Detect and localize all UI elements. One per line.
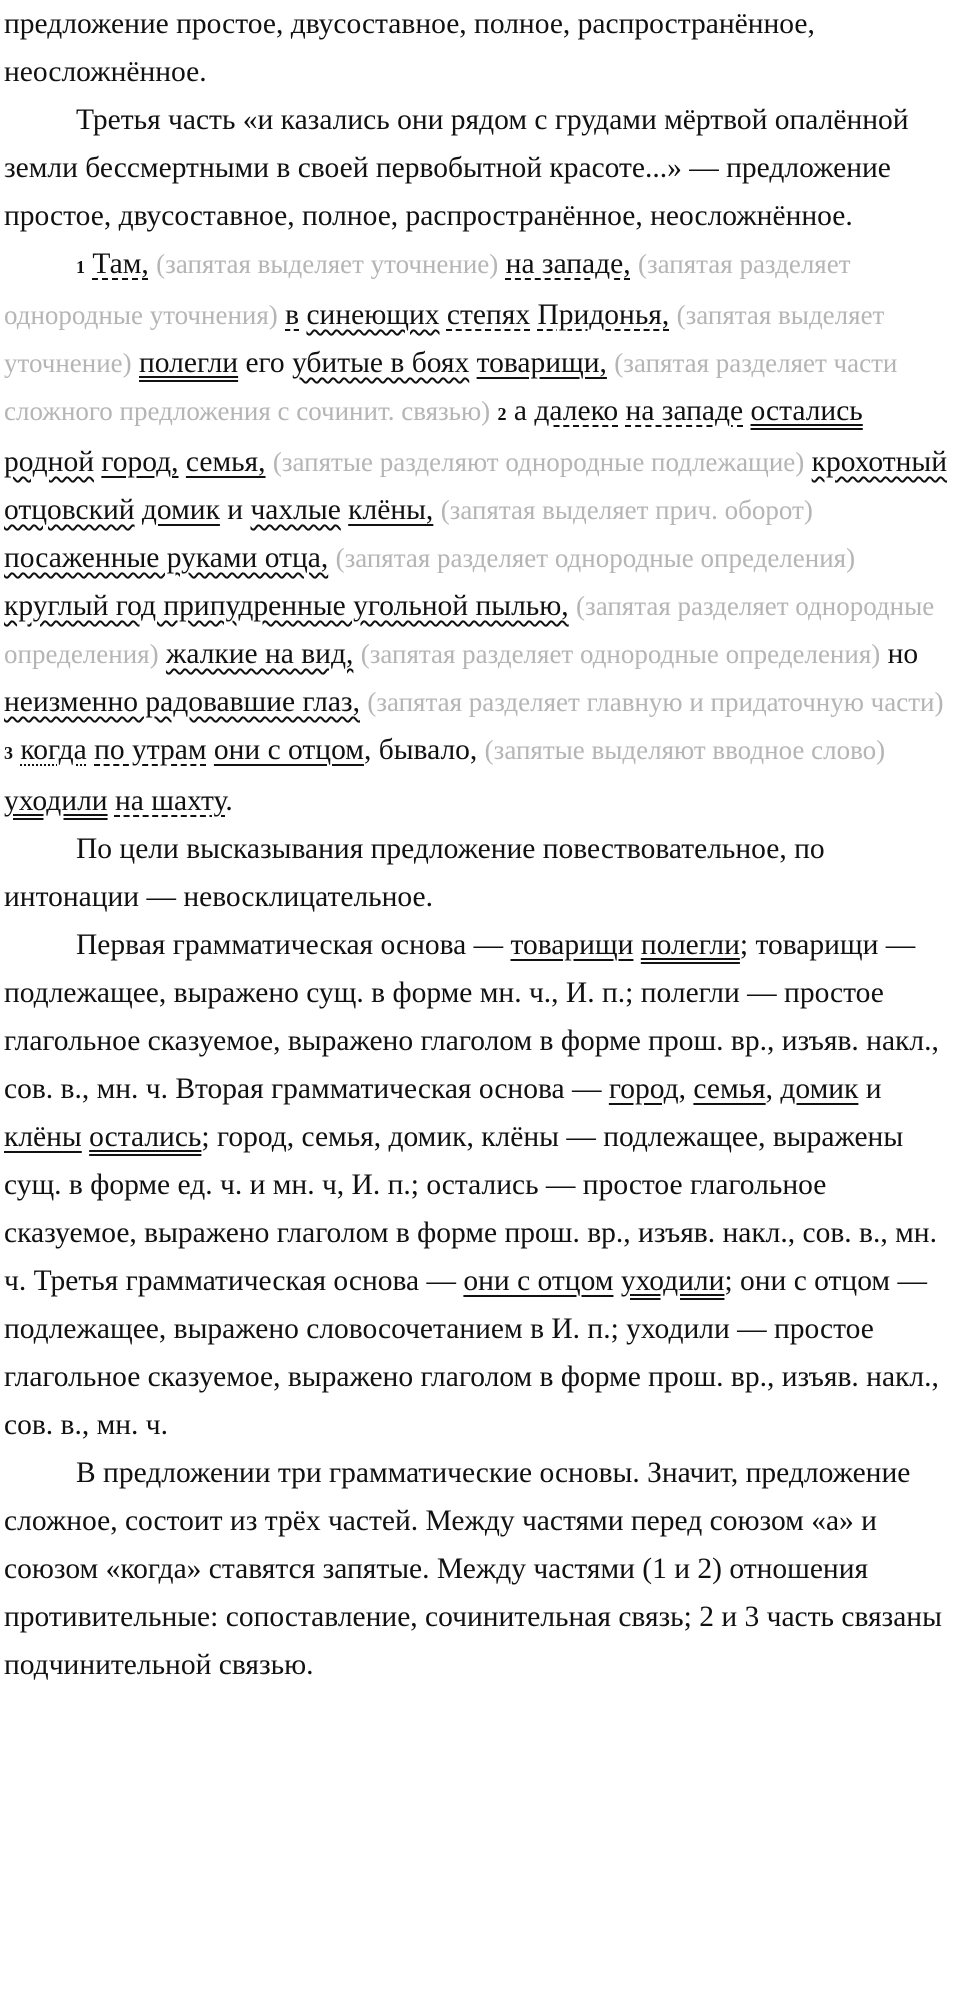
word-ego: его bbox=[245, 347, 285, 379]
word-tam: Там, bbox=[92, 248, 149, 280]
paragraph-conclusion-part2: предложение простое, двусоставное, полное, распространённое, неосложнённое. bbox=[4, 8, 815, 88]
word-na-shakhtu: на шахту bbox=[114, 785, 226, 817]
word-gorod: город, bbox=[101, 446, 179, 478]
comment-2: (запятая разделяет однородные уточнения) bbox=[4, 249, 851, 330]
basis-word-and: и bbox=[865, 1073, 882, 1105]
basis-comma-2: , bbox=[765, 1073, 774, 1105]
basis-word-ukhodili: уходили bbox=[620, 1265, 725, 1297]
word-rodnoy: родной bbox=[4, 446, 94, 478]
word-polegli: полегли bbox=[139, 347, 239, 379]
word-na-zapade-1: на западе, bbox=[505, 248, 631, 280]
comment-5: (запятые разделяют однородные подлежащие) bbox=[272, 447, 805, 477]
word-kogda: когда bbox=[20, 734, 87, 766]
word-klyony: клёны, bbox=[348, 494, 434, 526]
paragraph-part3: Третья часть «и казались они рядом с грудами мёртвой опалённой земли бессмертными в своей первобытной красоте...» — предложение простое, двусоставное, полное, распространённое, неосложнённое. bbox=[4, 104, 909, 232]
phrase-posazhennye: посаженные руками отца, bbox=[4, 542, 329, 574]
paragraph-purpose: По цели высказывания предложение повествовательное, по интонации — невосклицательное. bbox=[4, 833, 825, 913]
word-v: в bbox=[285, 299, 300, 331]
word-sineyushchikh: синеющих bbox=[306, 299, 440, 331]
basis-word-polegli: полегли bbox=[640, 929, 740, 961]
word-semya: семья, bbox=[185, 446, 266, 478]
sentence-analysis bbox=[4, 240, 956, 825]
word-daleko: далеко bbox=[534, 395, 619, 427]
comment-10: (запятая разделяет главную и придаточную части) bbox=[367, 687, 944, 717]
part-number-2: 2 bbox=[497, 404, 507, 424]
word-ukhodili: уходили bbox=[4, 785, 108, 817]
phrase-oni-s-otcom: они с отцом bbox=[213, 734, 364, 766]
basis-text-3: ; они с отцом — подлежащее, выражено словосочетанием в И. п.; уходили — простое глагольное сказуемое, выражено глаголом в форме прош. вр., изъяв. накл., сов. в., мн. ч. bbox=[4, 1265, 939, 1441]
paragraph-grammatical-bases bbox=[4, 921, 956, 1449]
basis-comma-1: , bbox=[678, 1073, 687, 1105]
basis-word-oni-s-otcom: они с отцом bbox=[463, 1265, 614, 1297]
basis-word-ostalis: остались bbox=[89, 1121, 202, 1153]
word-krokhotny: крохотный bbox=[811, 446, 948, 478]
comment-1: (запятая выделяет уточнение) bbox=[156, 249, 499, 279]
comment-7: (запятая разделяет однородные определения) bbox=[335, 543, 856, 573]
word-i: и bbox=[227, 494, 244, 526]
basis-word-semya: семья bbox=[693, 1073, 766, 1105]
comment-3: (запятая выделяет уточнение) bbox=[4, 300, 885, 378]
paragraph-conclusion: В предложении три грамматические основы. Значит, предложение сложное, состоит из трёх частей. Между частями перед союзом «а» и союзом «когда» ставятся запятые. Между частями (1 и 2) отношения противительные: сопоставление, сочинительная связь; 2 и 3 часть связаны подчинительной связью. bbox=[4, 1457, 942, 1681]
part-number-3: 3 bbox=[4, 743, 13, 763]
word-stepyakh: степях bbox=[446, 299, 531, 331]
word-otcovsky: отцовский bbox=[4, 494, 135, 526]
phrase-neizmenno: неизменно радовавшие глаз, bbox=[4, 686, 360, 718]
basis-intro-1: Первая грамматическая основа — bbox=[76, 929, 504, 961]
word-ostalis: остались bbox=[750, 395, 863, 427]
basis-word-gorod: город bbox=[608, 1073, 679, 1105]
word-no: но bbox=[887, 638, 919, 670]
comment-9: (запятая разделяет однородные определения) bbox=[360, 639, 881, 669]
word-a: а bbox=[513, 395, 528, 427]
phrase-krugly-god: круглый год припудренные угольной пылью, bbox=[4, 590, 569, 622]
word-na-zapade-2: на западе bbox=[625, 395, 744, 427]
document-page bbox=[4, 0, 956, 1689]
basis-text-2: ; город, семья, домик, клёны — подлежащее, выражены сущ. в форме ед. ч. и мн. ч, И. п.; остались — простое глагольное сказуемое, выражено глаголом в форме прош. вр., изъяв. накл., сов. в., мн. ч. Третья грамматическая основа — bbox=[4, 1121, 937, 1297]
basis-word-domik: домик bbox=[780, 1073, 859, 1105]
word-domik: домик bbox=[141, 494, 220, 526]
comment-6: (запятая выделяет прич. оборот) bbox=[440, 495, 813, 525]
phrase-zhalkie: жалкие на вид, bbox=[165, 638, 354, 670]
word-chakhlye: чахлые bbox=[250, 494, 341, 526]
word-tovarishchi: товарищи, bbox=[476, 347, 607, 379]
basis-text-1: ; товарищи — подлежащее, выражено сущ. в форме мн. ч., И. п.; полегли — простое глагольное сказуемое, выражено глаголом в форме прош. вр., изъяв. накл., сов. в., мн. ч. Вторая грамматическая основа — bbox=[4, 929, 939, 1105]
comment-4: (запятая разделяет части сложного предложения с сочинит. связью) bbox=[4, 348, 898, 426]
word-pridonya: Придонья, bbox=[537, 299, 670, 331]
word-byvalo: , бывало, bbox=[363, 734, 478, 766]
basis-word-klyony: клёны bbox=[4, 1121, 82, 1153]
comment-11: (запятые выделяют вводное слово) bbox=[484, 735, 886, 765]
word-po-utram: по утрам bbox=[94, 734, 207, 766]
sentence-end-dot: . bbox=[225, 785, 233, 817]
word-ubitye-v-boyakh: убитые в боях bbox=[292, 347, 470, 379]
basis-word-tovarishchi: товарищи bbox=[510, 929, 634, 961]
part-number-1: 1 bbox=[76, 257, 85, 277]
comment-8: (запятая разделяет однородные определения) bbox=[4, 591, 935, 669]
